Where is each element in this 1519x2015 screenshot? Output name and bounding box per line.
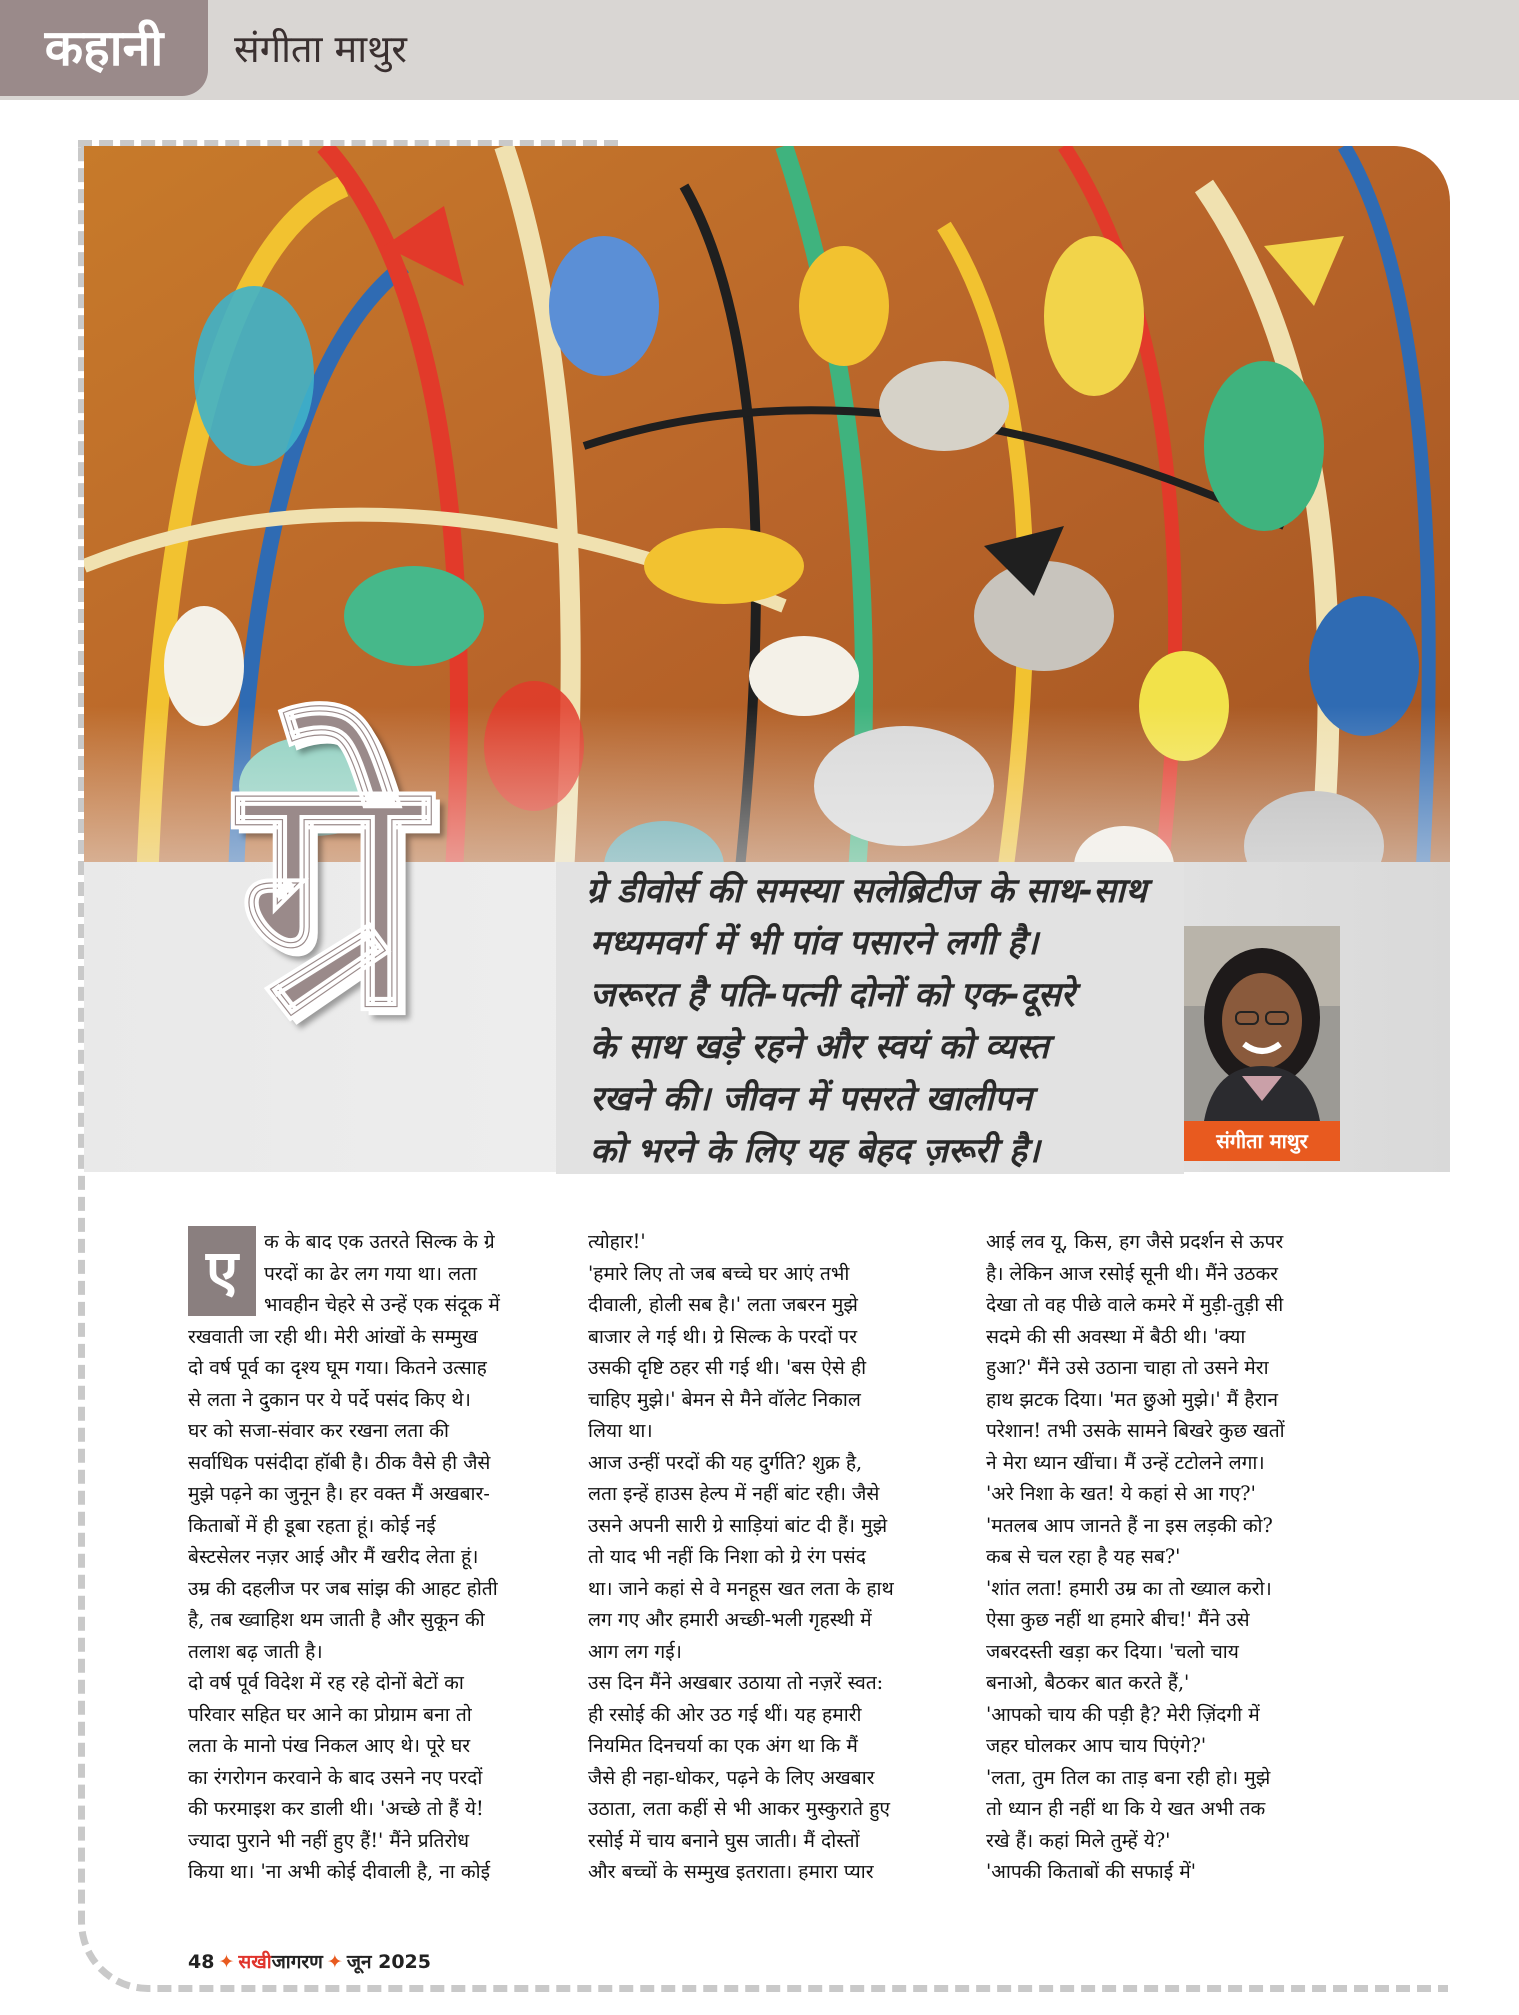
- text-line: है, तब ख्वाहिश थम जाती है और सुकून की: [188, 1608, 485, 1631]
- text-line: ऐसा कुछ नहीं था हमारे बीच!' मैंने उसे: [986, 1608, 1250, 1631]
- text-line: आज उन्हीं परदों की यह दुर्गति? शुक्र है,: [588, 1450, 863, 1474]
- text-line: लग गए और हमारी अच्छी-भली गृहस्थी में: [588, 1608, 872, 1631]
- deck-line: के साथ खड़े रहने और स्वयं को व्यस्त: [590, 1027, 1049, 1067]
- text-line: उसने अपनी सारी ग्रे साड़ियां बांट दी हैं। मुझे: [588, 1513, 888, 1537]
- star-icon: ✦: [326, 1951, 343, 1973]
- text-line: मुझे पढ़ने का जुनून है। हर वक्त मैं अखबार-: [188, 1482, 490, 1505]
- star-icon: ✦: [218, 1951, 235, 1973]
- section-label: कहानी: [0, 0, 208, 96]
- deck-line: को भरने के लिए यह बेहद ज़रूरी है।: [590, 1131, 1040, 1171]
- text-line: का रंगरोगन करवाने के बाद उसने नए परदों: [188, 1765, 483, 1789]
- text-line: 'शांत लता! हमारी उम्र का तो ख्याल करो।: [986, 1576, 1272, 1600]
- text-line: था। जाने कहां से वे मनहूस खत लता के हाथ: [588, 1576, 894, 1600]
- text-line: 'मतलब आप जानते हैं ना इस लड़की को?: [986, 1513, 1273, 1537]
- text-line: रसोई में चाय बनाने घुस जाती। मैं दोस्तों: [588, 1828, 860, 1852]
- text-line: 'आपको चाय की पड़ी है? मेरी ज़िंदगी में: [986, 1702, 1260, 1726]
- page-number: 48: [188, 1951, 215, 1973]
- text-line: 'अरे निशा के खत! ये कहां से आ गए?': [986, 1482, 1256, 1505]
- text-line: दो वर्ष पूर्व विदेश में रह रहे दोनों बेटों का: [188, 1671, 464, 1694]
- text-line: 'लता, तुम तिल का ताड़ बना रही हो। मुझे: [986, 1765, 1271, 1789]
- text-line: 'हमारे लिए तो जब बच्चे घर आएं तभी: [588, 1261, 850, 1285]
- deck-line: रखने की। जीवन में पसरते खालीपन: [590, 1079, 1032, 1119]
- text-line: सर्वाधिक पसंदीदा हॉबी है। ठीक वैसे ही जैसे: [188, 1450, 491, 1474]
- text-line: लिया था।: [588, 1419, 653, 1442]
- text-line: बाजार ले गई थी। ग्रे सिल्क के परदों पर: [588, 1324, 858, 1348]
- text-line: देखा तो वह पीछे वाले कमरे में मुड़ी-तुड़ी सी: [986, 1293, 1284, 1316]
- text-line: 'आपकी किताबों की सफाई में': [986, 1860, 1197, 1883]
- text-line: दीवाली, होली सब है।' लता जबरन मुझे: [588, 1293, 858, 1316]
- text-line: उम्र की दहलीज पर जब सांझ की आहट होती: [188, 1576, 498, 1600]
- text-line: की फरमाइश कर डाली थी। 'अच्छे तो हैं ये!: [188, 1797, 484, 1820]
- text-line: जैसे ही नहा-धोकर, पढ़ने के लिए अखबार: [588, 1765, 875, 1789]
- text-line: परिवार सहित घर आने का प्रोग्राम बना तो: [188, 1702, 472, 1726]
- header-author: संगीता माथुर: [234, 27, 407, 71]
- page-footer: [188, 1944, 431, 1980]
- text-line: ने मेरा ध्यान खींचा। मैं उन्हें टटोलने लगा।: [986, 1450, 1265, 1474]
- text-line: भावहीन चेहरे से उन्हें एक संदूक में: [264, 1293, 500, 1316]
- text-line: त्योहार!': [588, 1230, 646, 1253]
- text-line: और बच्चों के सम्मुख इतराता। हमारा प्यार: [588, 1860, 874, 1883]
- text-line: है। लेकिन आज रसोई सूनी थी। मैंने उठकर: [986, 1261, 1279, 1285]
- text-line: उसकी दृष्टि ठहर सी गई थी। 'बस ऐसे ही: [588, 1356, 867, 1379]
- text-line: सदमे की सी अवस्था में बैठी थी। 'क्या: [986, 1324, 1246, 1348]
- text-line: चाहिए मुझे।' बेमन से मैने वॉलेट निकाल: [588, 1387, 861, 1411]
- text-line: उठाता, लता कहीं से भी आकर मुस्कुराते हुए: [588, 1797, 890, 1820]
- text-line: परदों का ढेर लग गया था। लता: [264, 1261, 477, 1285]
- text-line: तलाश बढ़ जाती है।: [188, 1639, 323, 1663]
- text-line: किताबों में ही डूबा रहता हूं। कोई नई: [188, 1513, 436, 1537]
- text-line: कब से चल रहा है यह सब?': [986, 1545, 1181, 1568]
- text-line: तो ध्यान ही नहीं था कि ये खत अभी तक: [986, 1797, 1266, 1820]
- author-portrait-icon: [1184, 926, 1340, 1121]
- text-line: बेस्टसेलर नज़र आई और मैं खरीद लेता हूं।: [188, 1545, 479, 1568]
- text-line: लता इन्हें हाउस हेल्प में नहीं बांट रही। जैसे: [588, 1482, 880, 1505]
- text-line: दो वर्ष पूर्व का दृश्य घूम गया। कितने उत्साह: [188, 1356, 487, 1379]
- text-line: रखवाती जा रही थी। मेरी आंखों के सम्मुख: [188, 1324, 478, 1348]
- text-line: हाथ झटक दिया। 'मत छुओ मुझे।' मैं हैरान: [986, 1387, 1278, 1411]
- text-line: से लता ने दुकान पर ये पर्दे पसंद किए थे।: [188, 1387, 471, 1411]
- issue-date: जून 2025: [346, 1951, 431, 1973]
- text-line: जहर घोलकर आप चाय पिएंगे?': [986, 1734, 1207, 1757]
- text-line: घर को सजा-संवार कर रखना लता की: [188, 1419, 449, 1442]
- text-line: तो याद भी नहीं कि निशा को ग्रे रंग पसंद: [588, 1545, 866, 1568]
- text-line: आग लग गई।: [588, 1639, 682, 1663]
- text-line: रखे हैं। कहां मिले तुम्हें ये?': [986, 1828, 1171, 1852]
- text-line: किया था। 'ना अभी कोई दीवाली है, ना कोई: [188, 1860, 491, 1883]
- text-line: नियमित दिनचर्या का एक अंग था कि मैं: [588, 1734, 858, 1757]
- text-line: ज्यादा पुराने भी नहीं हुए हैं!' मैंने प्रतिरोध: [188, 1828, 470, 1852]
- text-line: ही रसोई की ओर उठ गई थीं। यह हमारी: [588, 1702, 862, 1726]
- text-line: उस दिन मैंने अखबार उठाया तो नज़रें स्वत:: [588, 1671, 884, 1694]
- text-line: जबरदस्ती खड़ा कर दिया। 'चलो चाय: [986, 1639, 1239, 1663]
- story-column-2: [588, 1226, 968, 1888]
- story-title: ग्रे: [238, 698, 425, 1082]
- author-caption: संगीता माथुर: [1184, 1121, 1340, 1161]
- text-line: परेशान! तभी उसके सामने बिखरे कुछ खतों: [986, 1419, 1285, 1442]
- deck-line: जरूरत है पति-पत्नी दोनों को एक-दूसरे: [590, 975, 1075, 1015]
- story-column-3: [986, 1226, 1366, 1888]
- header-band: [0, 0, 1519, 100]
- brand-name-a: सखी: [238, 1951, 272, 1973]
- brand-name-b: जागरण: [271, 1951, 323, 1973]
- deck-line: मध्यमवर्ग में भी पांव पसारने लगी है।: [590, 923, 1039, 963]
- text-line: आई लव यू, किस, हग जैसे प्रदर्शन से ऊपर: [986, 1230, 1284, 1253]
- story-column-1: [188, 1226, 568, 1888]
- drop-cap: ए: [188, 1226, 256, 1316]
- text-line: क के बाद एक उतरते सिल्क के ग्रे: [264, 1230, 495, 1253]
- text-line: लता के मानो पंख निकल आए थे। पूरे घर: [188, 1734, 471, 1757]
- deck-line: ग्रे डीवोर्स की समस्या सलेब्रिटीज के साथ-साथ: [586, 871, 1147, 911]
- text-line: हुआ?' मैंने उसे उठाना चाहा तो उसने मेरा: [986, 1356, 1269, 1379]
- text-line: बनाओ, बैठकर बात करते हैं,': [986, 1671, 1190, 1694]
